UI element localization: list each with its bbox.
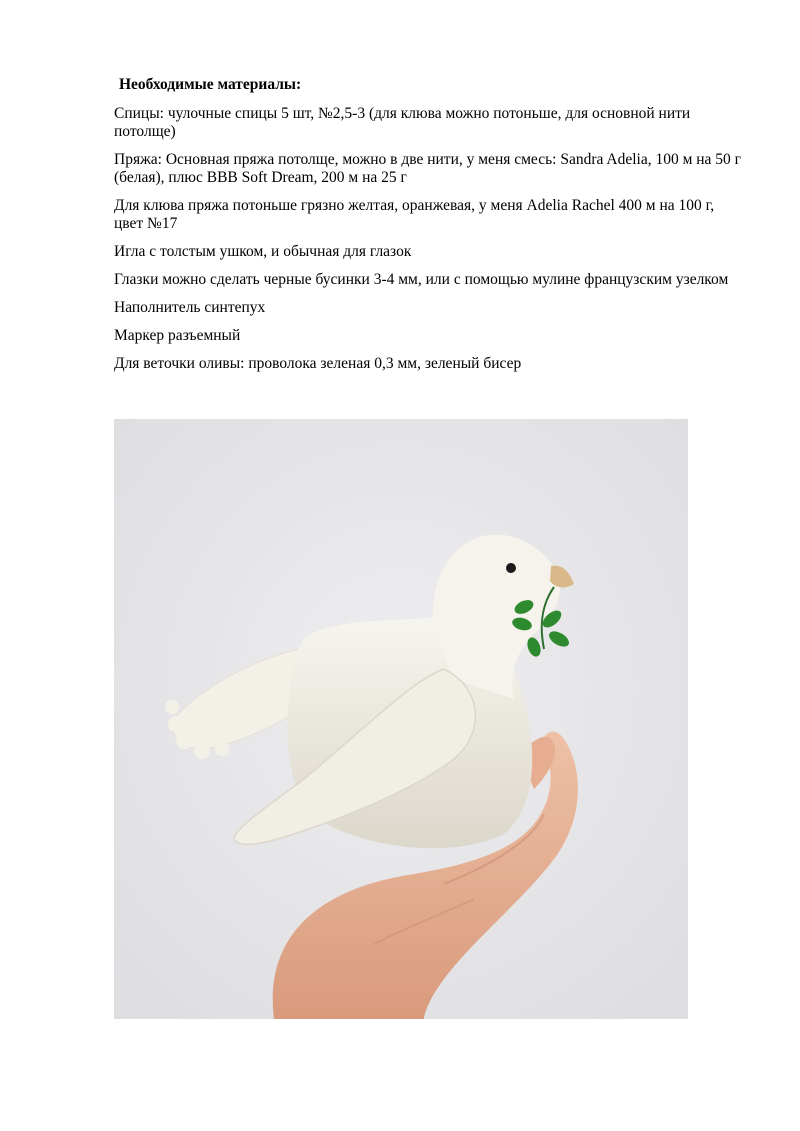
materials-paragraph-needles: Спицы: чулочные спицы 5 шт, №2,5-3 (для клюва можно потоньше, для основной нити потолще) bbox=[114, 105, 691, 140]
materials-heading: Необходимые материалы: bbox=[119, 76, 302, 93]
materials-paragraph-yarn: Пряжа: Основная пряжа потолще, можно в две нити, у меня смесь: Sandra Adelia, 100 м на 50 г (белая), плюс BBB Soft Dream, 200 м на 25 г bbox=[114, 151, 742, 186]
materials-paragraph-beak-yarn: Для клюва пряжа потоньше грязно желтая, оранжевая, у меня Adelia Rachel 400 м на 100 г, цвет №17 bbox=[114, 197, 715, 232]
materials-text-block bbox=[114, 76, 744, 383]
materials-paragraph-needle: Игла с толстым ушком, и обычная для глазок bbox=[114, 243, 412, 260]
materials-paragraph-filling: Наполнитель синтепух bbox=[114, 299, 266, 316]
dove-eye bbox=[506, 563, 516, 573]
dove-illustration bbox=[114, 419, 688, 1019]
materials-paragraph-marker: Маркер разъемный bbox=[114, 327, 241, 344]
materials-paragraph-eyes: Глазки можно сделать черные бусинки 3-4 мм, или с помощью мулине французским узелком bbox=[114, 271, 729, 288]
dove-photo bbox=[114, 419, 688, 1019]
materials-paragraph-olive-branch: Для веточки оливы: проволока зеленая 0,3 мм, зеленый бисер bbox=[114, 355, 522, 372]
